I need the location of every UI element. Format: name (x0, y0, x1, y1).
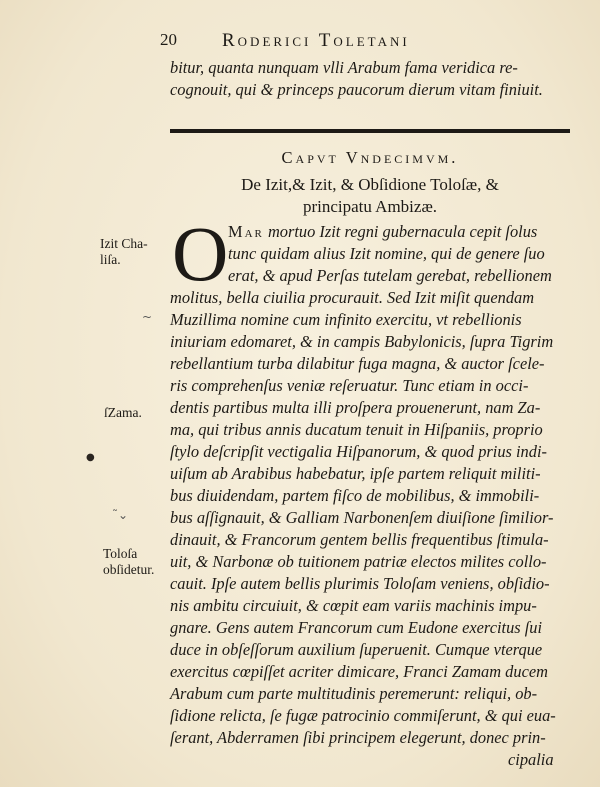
margin-note-zama: ſZama. (104, 405, 142, 420)
text-line: dentis partibus multa illi proſpera prouenerunt, nam Za- (170, 398, 541, 417)
opening-caps: Mar (228, 222, 264, 241)
text-line: erat, & apud Perſas tutelam gerebat, rebellionem (228, 266, 552, 285)
text-line: uiſum ab Arabibus habebatur, ipſe partem reliquit militi- (170, 464, 541, 483)
text-line: uit, & Narbonæ ob tuitionem patriæ electos milites collo- (170, 552, 547, 571)
margin-note-line: Toloſa (103, 546, 138, 561)
text-line: rebellantium turba dilabitur fuga magna, & auctor ſcele- (170, 354, 545, 373)
text-line: tunc quidam alius Izit nomine, qui de genere ſuo (228, 244, 545, 263)
ink-dot-mark: ● (86, 452, 95, 463)
margin-note-line: Izit Cha- (100, 236, 148, 251)
text-line: Arabum cum parte multitudinis peremerunt: reliqui, ob- (170, 684, 538, 703)
margin-note-line: obſidetur. (103, 562, 155, 577)
margin-note-line: liſa. (100, 252, 121, 267)
text-line: molitus, bella ciuilia procurauit. Sed Izit miſit quendam (170, 288, 535, 307)
chapter-heading: Capvt Vndecimvm. (281, 148, 459, 167)
text-line: iniuriam edomaret, & in campis Babylonicis, ſupra Tigrim (170, 332, 554, 351)
text-line: gnare. Gens autem Francorum cum Eudone exercitus ſui (170, 618, 543, 637)
page-header (160, 30, 580, 54)
text-line: bus aſſignauit, & Galliam Narbonenſem diuiſione ſimilior- (170, 508, 554, 527)
tilde-mark: ~ (142, 310, 153, 324)
text-line: bitur, quanta nunquam vlli Arabum fama veridica re- (170, 58, 518, 77)
margin-note-izit (100, 236, 148, 268)
text-line: Muzillima nomine cum infinito exercitu, vt rebellionis (170, 310, 522, 329)
text-line: ſerant, Abderramen ſibi principem elegerunt, donec prin- (170, 728, 546, 747)
drop-cap: O (172, 210, 229, 297)
text-line: exercitus cœpiſſet acriter dimicare, Franci Zamam ducem (170, 662, 548, 681)
text-line: dinauit, & Francorum gentem bellis frequentibus ſtimula- (170, 530, 549, 549)
bracket-mark: ˜⌄ (112, 508, 129, 522)
text-line: duce in obſeſſorum auxilium ſuperuenit. Cumque vterque (170, 640, 543, 659)
text-line: cauit. Ipſe autem bellis plurimis Toloſam veniens, obſidio- (170, 574, 550, 593)
page-number: 20 (160, 30, 177, 49)
text-line: cognouit, qui & princeps paucorum dierum vitam finiuit. (170, 80, 543, 99)
chapter-subtitle: principatu Ambizæ. (302, 197, 438, 216)
text-fragment: mortuo Izit regni gubernacula cepit ſolus (263, 222, 538, 241)
text-line: nis ambitu circuiuit, & cœpit eam variis machinis impu- (170, 596, 537, 615)
text-line: ſidione relicta, ſe fugæ patrocinio commiſerunt, & qui eua- (170, 706, 556, 725)
text-line: ma, qui tribus annis ducatum tenuit in Hiſpaniis, proprio (170, 420, 543, 439)
margin-note-tolosa (103, 546, 154, 578)
section-rule (170, 129, 570, 133)
text-line: bus diuidendam, partem fiſco de mobilibus, & immobili- (170, 486, 540, 505)
chapter-subtitle: De Izit,& Izit, & Obſidione Toloſæ, & (241, 175, 499, 194)
text-line: ſtylo deſcripſit vectigalia Hiſpanorum, & quod prius indi- (170, 442, 547, 461)
running-title: Roderici Toletani (222, 30, 410, 51)
text-line (228, 222, 568, 242)
text-line: ris comprehenſus veniæ reſeruatur. Tunc etiam in occi- (170, 376, 529, 395)
catchword: cipalia (508, 750, 554, 769)
